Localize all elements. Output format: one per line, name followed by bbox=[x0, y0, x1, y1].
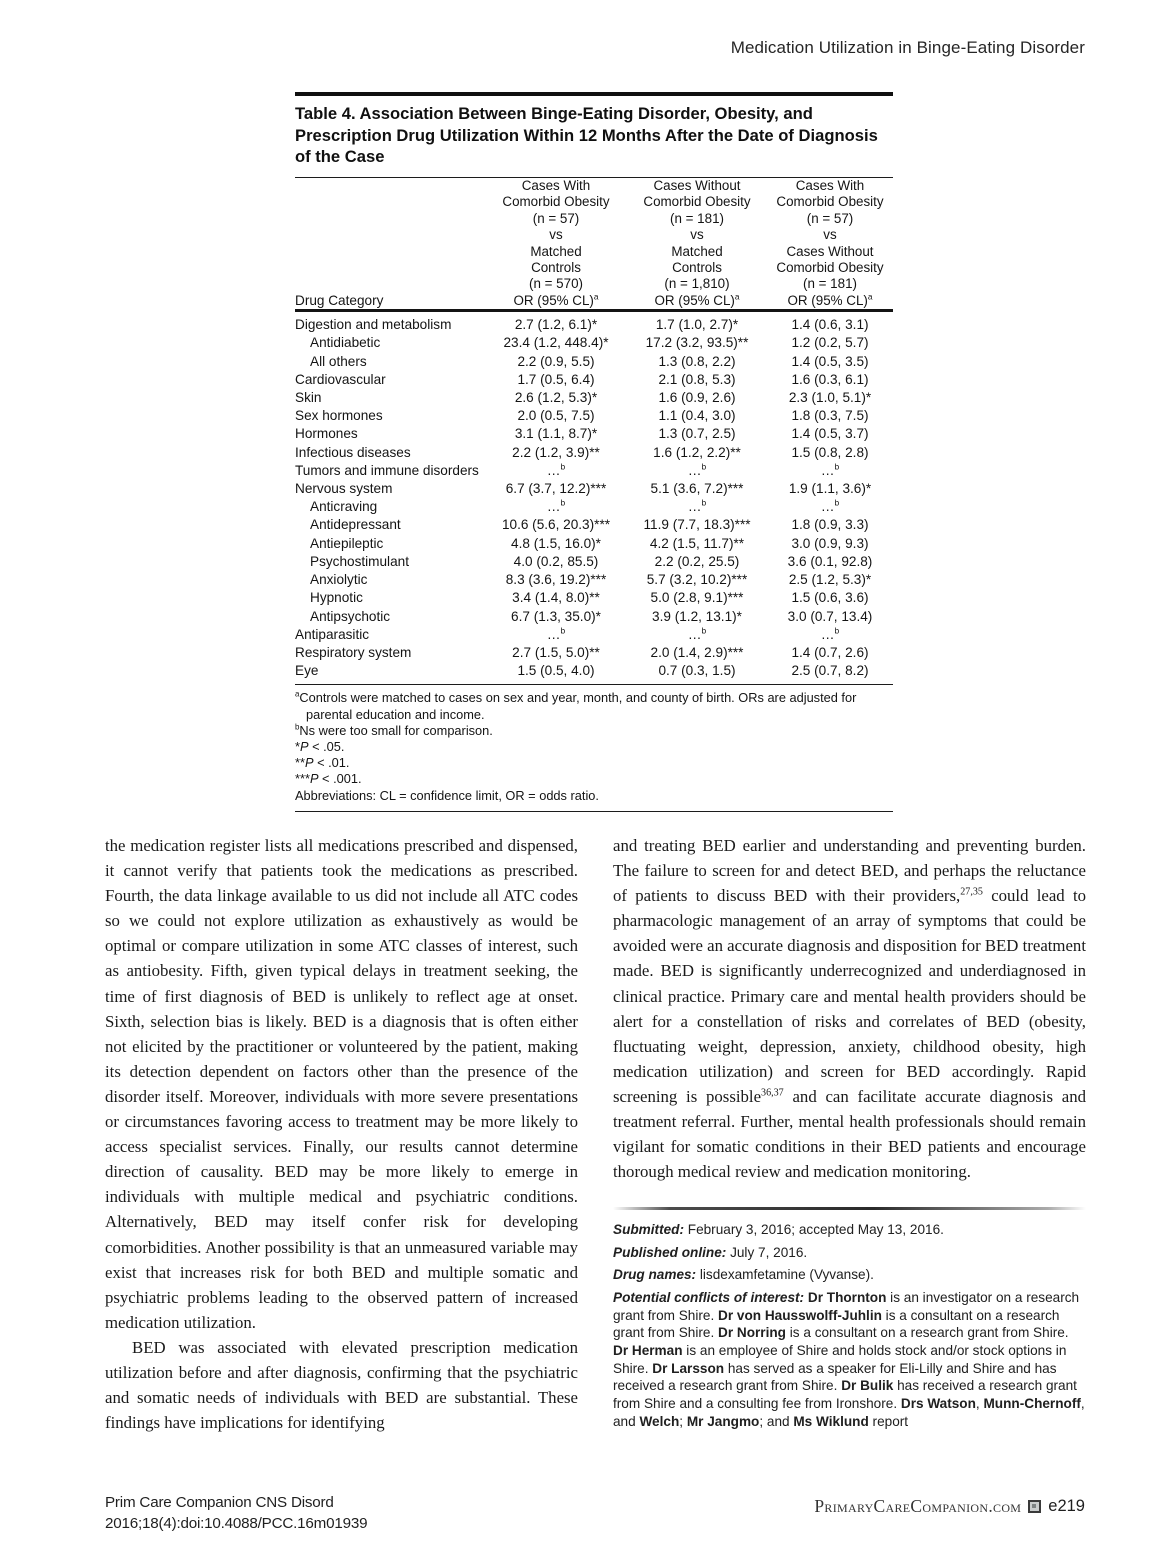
or-value-cell: 2.6 (1.2, 5.3)* bbox=[514, 390, 598, 406]
footnote-b: $^b$Ns were too small for comparison. bbox=[295, 722, 493, 738]
table-row bbox=[295, 589, 893, 607]
footer-doi: 2016;18(4):doi:10.4088/PCC.16m01939 bbox=[105, 1515, 368, 1532]
drug-category-cell: Anticraving bbox=[310, 499, 378, 515]
table-row bbox=[295, 444, 893, 462]
or-value-cell: 1.2 (0.2, 5.7) bbox=[791, 335, 869, 351]
drug-utilization-table bbox=[295, 178, 893, 685]
running-head: Medication Utilization in Binge-Eating Disorder bbox=[730, 38, 1085, 57]
or-value-cell: 5.0 (2.8, 9.1)*** bbox=[650, 590, 744, 606]
table-row bbox=[295, 516, 893, 534]
or-value-cell: 1.9 (1.1, 3.6)* bbox=[788, 481, 872, 497]
or-value-cell: 1.5 (0.5, 4.0) bbox=[517, 663, 595, 679]
drug-category-cell: Infectious diseases bbox=[295, 444, 411, 460]
footnote-p01: **P < .01. bbox=[295, 755, 350, 771]
or-value-cell: 2.1 (0.8, 5.3) bbox=[658, 371, 736, 387]
footer-citation bbox=[105, 1492, 367, 1534]
table-title: Table 4. Association Between Binge-Eating Disorder, Obesity, and Prescription Drug Utilization Within 12 Months After the Date of Diagnosis of the Case bbox=[295, 104, 878, 166]
or-value-cell: 1.4 (0.6, 3.1) bbox=[791, 317, 869, 333]
or-value-cell: 1.6 (1.2, 2.2)** bbox=[653, 444, 741, 460]
or-value-cell: 8.3 (3.6, 19.2)*** bbox=[505, 572, 607, 588]
or-value-cell: 11.9 (7.7, 18.3)*** bbox=[643, 517, 751, 533]
or-value-cell: 1.4 (0.5, 3.7) bbox=[791, 426, 869, 442]
table-row bbox=[295, 644, 893, 662]
drug-category-cell: Antipsychotic bbox=[310, 608, 391, 624]
drug-category-cell: Anxiolytic bbox=[310, 572, 368, 588]
or-value-cell: 3.9 (1.2, 13.1)* bbox=[652, 608, 742, 624]
or-value-cell: 1.7 (0.5, 6.4) bbox=[517, 371, 595, 387]
or-value-cell: 1.7 (1.0, 2.7)* bbox=[655, 317, 739, 333]
table-header bbox=[295, 178, 893, 311]
or-value-cell: 2.2 (1.2, 3.9)** bbox=[512, 444, 600, 460]
or-value-cell: 1.5 (0.8, 2.8) bbox=[791, 444, 869, 460]
footnote-p001: ***P < .001. bbox=[295, 771, 362, 787]
or-value-cell: 1.4 (0.7, 2.6) bbox=[791, 644, 869, 660]
or-value-cell: 5.1 (3.6, 7.2)*** bbox=[650, 481, 744, 497]
page-number: e219 bbox=[1048, 1497, 1085, 1515]
drug-category-cell: Sex hormones bbox=[295, 408, 383, 424]
journal-logo-icon bbox=[1028, 1500, 1041, 1513]
or-value-cell: 2.7 (1.5, 5.0)** bbox=[512, 644, 600, 660]
table-row bbox=[295, 407, 893, 425]
or-value-cell: 2.7 (1.2, 6.1)* bbox=[514, 317, 598, 333]
or-value-cell: 1.3 (0.7, 2.5) bbox=[658, 426, 736, 442]
or-value-cell: …$^b$ bbox=[820, 497, 840, 515]
table-footnotes bbox=[295, 685, 893, 811]
or-value-cell: …$^b$ bbox=[820, 461, 840, 478]
paragraph: the medication register lists all medications prescribed and dispensed, it cannot verify that patients took the medications as prescribed. Fourth, the data linkage available to us did not include all ATC codes so we could not explore utilization as exhaustively as would be optimal or compare utilization in some ATC classes of interest, such as antiobesity. Fifth, given typical delays in treatment seeking, the time of first diagnosis of BED is unlikely to reflect age at onset. Sixth, selection bias is likely. BED is a diagnosis that is often either not elicited by the practitioner or volunteered by the patient, making its detection dependent on factors other than the presence of the disorder itself. Moreover, individuals with more severe presentations or circumstances favoring access to treatment may be more likely to access specialist services. Finally, our results cannot determine direction of causality. BED may be more likely to emerge in individuals with multiple medical and psychiatric conditions. Alternatively, BED may itself confer risk for developing comorbidities. Another possibility is that an unmeasured variable may exist that increases risk for both BED and multiple somatic and psychiatric problems leading to the observed pattern of increased medication utilization. bbox=[105, 836, 578, 1332]
drug-category-cell: All others bbox=[310, 353, 367, 369]
footnote-a: $^a$Controls were matched to cases on sex and year, month, and county of birth. ORs are adjusted for parental education and income. bbox=[295, 690, 857, 722]
or-value-cell: …$^b$ bbox=[546, 497, 566, 515]
notes-divider-rule bbox=[613, 1207, 1086, 1210]
or-value-cell: 1.1 (0.4, 3.0) bbox=[658, 408, 736, 424]
comparison-column-header: Cases With Comorbid Obesity (n = 57) vs Matched Controls (n = 570) OR (95% CL)$^a$ bbox=[502, 178, 610, 308]
table-row bbox=[295, 535, 893, 553]
or-value-cell: …$^b$ bbox=[687, 461, 707, 478]
paragraph: BED was associated with elevated prescription medication utilization before and after diagnosis, confirming that the psychiatric and somatic needs of individuals with BED are substantial. These findings have implications for identifying bbox=[105, 1337, 578, 1433]
drug-category-cell: Eye bbox=[295, 663, 319, 679]
or-value-cell: …$^b$ bbox=[687, 497, 707, 515]
or-value-cell: …$^b$ bbox=[687, 625, 707, 642]
footer-journal-name: Prim Care Companion CNS Disord bbox=[105, 1494, 334, 1511]
body-text bbox=[105, 833, 1086, 1436]
or-value-cell: 2.2 (0.2, 25.5) bbox=[654, 553, 740, 569]
or-value-cell: 10.6 (5.6, 20.3)*** bbox=[501, 517, 611, 533]
or-value-cell: 1.3 (0.8, 2.2) bbox=[658, 353, 736, 369]
or-value-cell: 1.6 (0.3, 6.1) bbox=[791, 371, 869, 387]
drug-category-cell: Hypnotic bbox=[310, 590, 363, 606]
comparison-column-header: Cases Without Comorbid Obesity (n = 181) vs Matched Controls (n = 1,810) OR (95% CL)$^a$ bbox=[643, 178, 751, 308]
or-value-cell: 1.6 (0.9, 2.6) bbox=[658, 390, 736, 406]
table-row bbox=[295, 553, 893, 571]
table-row bbox=[295, 662, 893, 685]
or-value-cell: 3.4 (1.4, 8.0)** bbox=[512, 590, 600, 606]
table-row bbox=[295, 353, 893, 371]
table-row bbox=[295, 498, 893, 516]
or-value-cell: 3.1 (1.1, 8.7)* bbox=[514, 426, 598, 442]
footnote-p05: *P < .05. bbox=[295, 738, 345, 754]
or-value-cell: 4.8 (1.5, 16.0)* bbox=[511, 535, 601, 551]
table-row bbox=[295, 608, 893, 626]
or-value-cell: 2.0 (0.5, 7.5) bbox=[517, 408, 595, 424]
or-value-cell: 2.2 (0.9, 5.5) bbox=[517, 353, 595, 369]
drug-category-cell: Antidepressant bbox=[310, 517, 401, 533]
or-value-cell: 6.7 (3.7, 12.2)*** bbox=[505, 481, 607, 497]
drug-category-cell: Cardiovascular bbox=[295, 371, 386, 387]
paragraph: and treating BED earlier and understanding and preventing burden. The failure to screen for and detect BED, and perhaps the reluctance of patients to discuss BED with their providers,$^{27,35}$ could lead to pharmacologic management of an array of symptoms that could be avoided were an accurate diagnosis and disposition for BED treatment made. BED is significantly underrecognized and underdiagnosed in clinical practice. Primary care and mental health providers should be alert for a constellation of risks and correlates of BED (obesity, fluctuating weight, depression, anxiety, childhood obesity, high medication utilization) and screen for BED accordingly. Rapid screening is possible$^{36,37}$ and can facilitate accurate diagnosis and treatment referral. Further, mental health professionals should remain vigilant for somatic conditions in their BED patients and encourage thorough medical review and medication monitoring. bbox=[613, 836, 1086, 1182]
table4-block bbox=[295, 92, 893, 812]
footer-right bbox=[814, 1496, 1085, 1517]
conflicts-of-interest-note: Potential conflicts of interest: Dr Thornton is an investigator on a research grant from Shire. Dr von Hausswolff-Juhlin is a consultant on a research grant from Shire. Dr Norring is a consultant on a research grant from Shire. Dr Herman is an employee of Shire and holds stock and/or stock options in Shire. Dr Larsson has served as a speaker for Eli-Lilly and Shire and has received a research grant from Shire. Dr Bulik has received a research grant from Shire and a consulting fee from Ironshore. Drs Watson, Munn-Chernoff, and Welch; Mr Jangmo; and Ms Wiklund report bbox=[613, 1289, 1085, 1429]
or-value-cell: …$^b$ bbox=[820, 625, 840, 642]
drug-category-cell: Antiparasitic bbox=[295, 626, 370, 642]
drug-category-cell: Tumors and immune disorders bbox=[295, 462, 479, 478]
article-notes bbox=[613, 1221, 1086, 1431]
drug-category-cell: Nervous system bbox=[295, 481, 393, 497]
or-value-cell: 2.0 (1.4, 2.9)*** bbox=[650, 644, 744, 660]
drug-category-cell: Respiratory system bbox=[295, 644, 412, 660]
drug-names-note: Drug names: lisdexamfetamine (Vyvanse). bbox=[613, 1267, 874, 1283]
drug-category-header: Drug Category bbox=[295, 292, 384, 308]
table-row bbox=[295, 425, 893, 443]
or-value-cell: 23.4 (1.2, 448.4)* bbox=[503, 335, 609, 351]
submitted-note: Submitted: February 3, 2016; accepted May 13, 2016. bbox=[613, 1221, 944, 1237]
or-value-cell: 0.7 (0.3, 1.5) bbox=[658, 663, 736, 679]
table-row bbox=[295, 571, 893, 589]
drug-category-cell: Psychostimulant bbox=[310, 553, 409, 569]
drug-category-cell: Hormones bbox=[295, 426, 358, 442]
or-value-cell: 2.3 (1.0, 5.1)* bbox=[788, 390, 872, 406]
or-value-cell: 3.6 (0.1, 92.8) bbox=[787, 553, 873, 569]
or-value-cell: 3.0 (0.7, 13.4) bbox=[787, 608, 873, 624]
or-value-cell: 5.7 (3.2, 10.2)*** bbox=[646, 572, 748, 588]
or-value-cell: 4.0 (0.2, 85.5) bbox=[513, 553, 599, 569]
or-value-cell: 2.5 (0.7, 8.2) bbox=[791, 663, 869, 679]
comparison-column-header: Cases With Comorbid Obesity (n = 57) vs Cases Without Comorbid Obesity (n = 181) OR (95% CL)$^a$ bbox=[776, 178, 884, 308]
published-online-note: Published online: July 7, 2016. bbox=[613, 1244, 808, 1260]
or-value-cell: 17.2 (3.2, 93.5)** bbox=[645, 335, 749, 351]
table-row bbox=[295, 389, 893, 407]
footnote-abbreviations: Abbreviations: CL = confidence limit, OR = odds ratio. bbox=[295, 787, 599, 803]
table-row bbox=[295, 626, 893, 644]
or-value-cell: 2.5 (1.2, 5.3)* bbox=[788, 572, 872, 588]
or-value-cell: 1.5 (0.6, 3.6) bbox=[791, 590, 869, 606]
table-body bbox=[295, 311, 893, 685]
table-row bbox=[295, 334, 893, 352]
body-left-column bbox=[105, 833, 578, 1436]
drug-category-cell: Antiepileptic bbox=[310, 535, 384, 551]
or-value-cell: …$^b$ bbox=[546, 461, 566, 478]
or-value-cell: 4.2 (1.5, 11.7)** bbox=[649, 535, 745, 551]
table-row bbox=[295, 311, 893, 335]
drug-category-cell: Antidiabetic bbox=[310, 335, 381, 351]
body-right-column bbox=[613, 833, 1086, 1436]
or-value-cell: …$^b$ bbox=[546, 625, 566, 642]
table-header-row bbox=[295, 178, 893, 311]
table-row bbox=[295, 480, 893, 498]
drug-category-cell: Digestion and metabolism bbox=[295, 317, 452, 333]
drug-category-cell: Skin bbox=[295, 390, 322, 406]
or-value-cell: 1.8 (0.9, 3.3) bbox=[791, 517, 869, 533]
or-value-cell: 6.7 (1.3, 35.0)* bbox=[511, 608, 601, 624]
table-row bbox=[295, 371, 893, 389]
table-row bbox=[295, 462, 893, 480]
or-value-cell: 1.4 (0.5, 3.5) bbox=[791, 353, 869, 369]
footer-website: PrimaryCareCompanion.com bbox=[814, 1496, 1022, 1516]
or-value-cell: 1.8 (0.3, 7.5) bbox=[791, 408, 869, 424]
or-value-cell: 3.0 (0.9, 9.3) bbox=[791, 535, 869, 551]
